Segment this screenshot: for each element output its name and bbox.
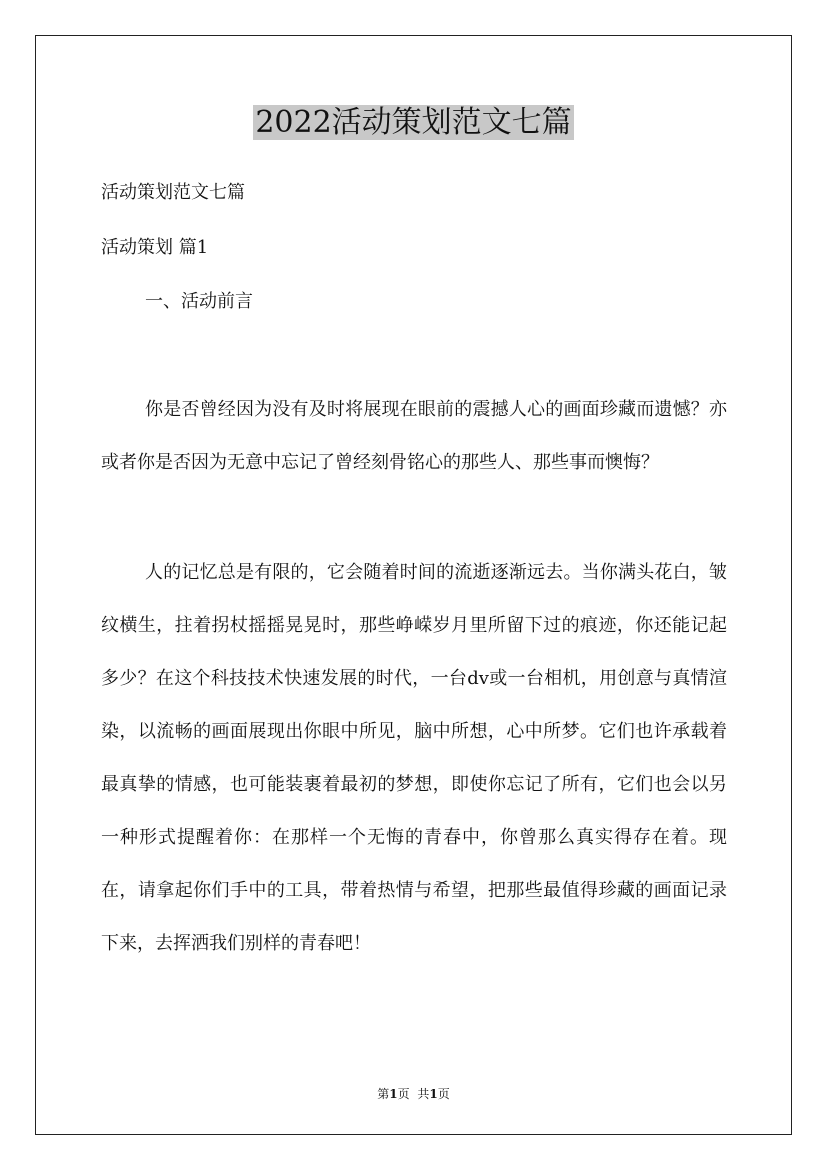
footer-total-prefix: 共 <box>417 1087 430 1101</box>
footer-page-number: 1 <box>389 1087 398 1101</box>
paragraph-2: 人的记忆总是有限的，它会随着时间的流逝逐渐远去。当你满头花白，皱纹横生，拄着拐杖摇摇晃晃时，那些峥嵘岁月里所留下过的痕迹，你还能记起多少？在这个科技技术快速发展的时代，一台dv或一台相机，用创意与真情渲染，以流畅的画面展现出你眼中所见，脑中所想，心中所梦。它们也许承载着最真挚的情感，也可能装裹着最初的梦想，即使你忘记了所有，它们也会以另一种形式提醒着你：在那样一个无悔的青春中，你曾那么真实得存在着。现在，请拿起你们手中的工具，带着热情与希望，把那些最值得珍藏的画面记录下来，去挥洒我们别样的青春吧！ <box>101 562 727 954</box>
paragraph-1: 你是否曾经因为没有及时将展现在眼前的震撼人心的画面珍藏而遗憾？亦或者你是否因为无意中忘记了曾经刻骨铭心的那些人、那些事而懊悔？ <box>101 399 727 473</box>
document-title-text: 2022活动策划范文七篇 <box>255 105 572 140</box>
footer-page-prefix: 第 <box>377 1087 390 1101</box>
document-title <box>0 102 827 144</box>
footer-page-suffix: 页 <box>397 1087 410 1101</box>
subsection-heading: 一、活动前言 <box>145 291 253 312</box>
footer-total-pages: 1 <box>429 1087 438 1101</box>
section-heading: 活动策划 篇1 <box>101 237 209 258</box>
document-subtitle: 活动策划范文七篇 <box>101 182 245 203</box>
page-footer <box>0 1086 827 1102</box>
footer-total-suffix: 页 <box>437 1087 450 1101</box>
